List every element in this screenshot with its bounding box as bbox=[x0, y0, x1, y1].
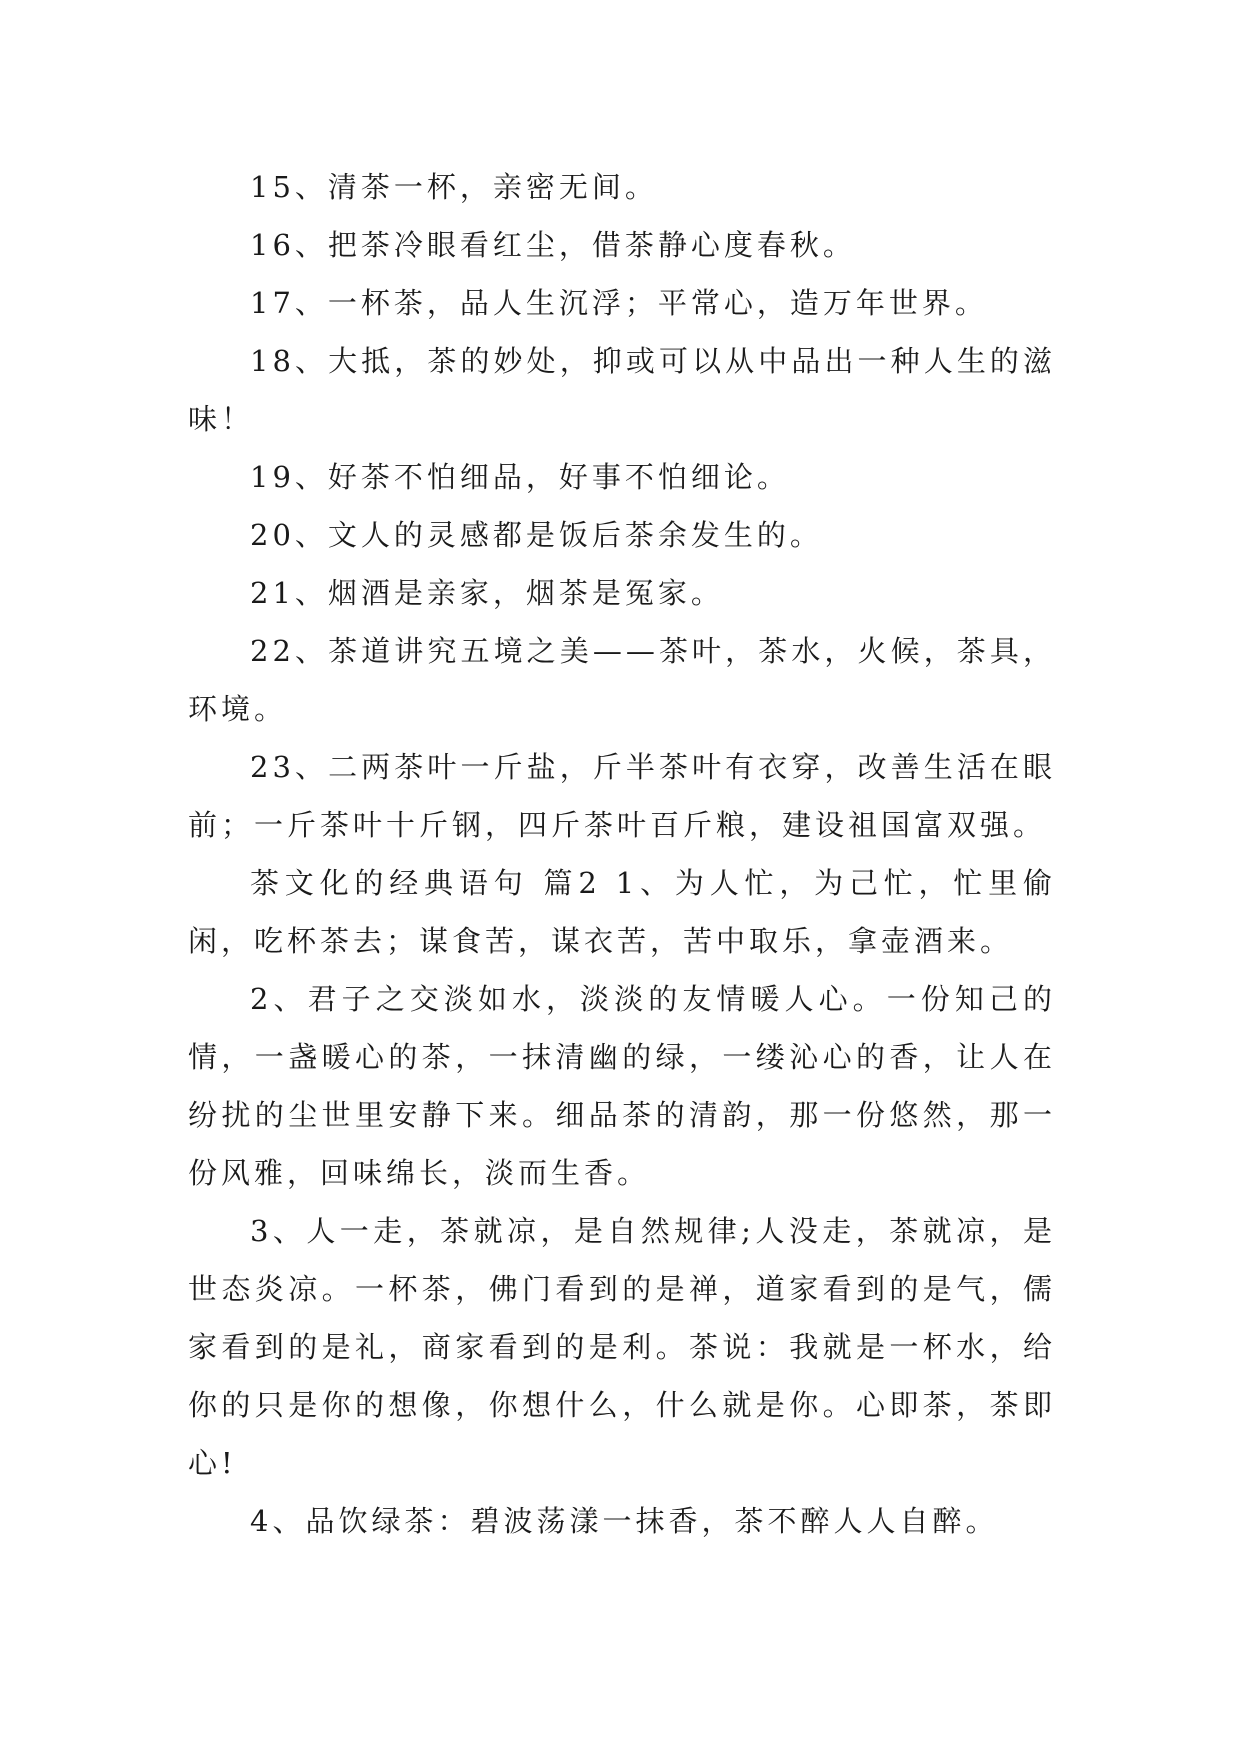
paragraph-18: 18、大抵，茶的妙处，抑或可以从中品出一种人生的滋味！ bbox=[188, 344, 1056, 436]
paragraph-17: 17、一杯茶，品人生沉浮；平常心，造万年世界。 bbox=[250, 286, 988, 320]
paragraph-16: 16、把茶冷眼看红尘，借茶静心度春秋。 bbox=[250, 228, 856, 262]
paragraph-23: 23、二两茶叶一斤盐，斤半茶叶有衣穿，改善生活在眼前；一斤茶叶十斤钢，四斤茶叶百斤粮，建设祖国富双强。 bbox=[188, 750, 1056, 842]
paragraph-15: 15、清茶一杯，亲密无间。 bbox=[250, 170, 658, 204]
paragraph-22: 22、茶道讲究五境之美——茶叶，茶水，火候，茶具，环境。 bbox=[188, 634, 1056, 726]
paragraph-21: 21、烟酒是亲家，烟茶是冤家。 bbox=[250, 576, 724, 610]
paragraph-2: 2、君子之交淡如水，淡淡的友情暖人心。一份知己的情，一盏暖心的茶，一抹清幽的绿，一缕沁心的香，让人在纷扰的尘世里安静下来。细品茶的清韵，那一份悠然，那一份风雅，回味绵长，淡而生香。 bbox=[188, 982, 1056, 1190]
paragraph-4: 4、品饮绿茶：碧波荡漾一抹香，茶不醉人人自醉。 bbox=[250, 1504, 999, 1538]
paragraph-3: 3、人一走，茶就凉，是自然规律;人没走，茶就凉，是世态炎凉。一杯茶，佛门看到的是禅，道家看到的是气，儒家看到的是礼，商家看到的是利。茶说：我就是一杯水，给你的只是你的想像，你想什么，什么就是你。心即茶，茶即心! bbox=[188, 1214, 1056, 1480]
paragraph-20: 20、文人的灵感都是饭后茶余发生的。 bbox=[250, 518, 823, 552]
section-heading-paragraph: 茶文化的经典语句 篇2 1、为人忙，为己忙，忙里偷闲，吃杯茶去；谋食苦，谋衣苦，苦中取乐，拿壶酒来。 bbox=[188, 866, 1056, 958]
document-body bbox=[188, 158, 1056, 1550]
paragraph-19: 19、好茶不怕细品，好事不怕细论。 bbox=[250, 460, 790, 494]
